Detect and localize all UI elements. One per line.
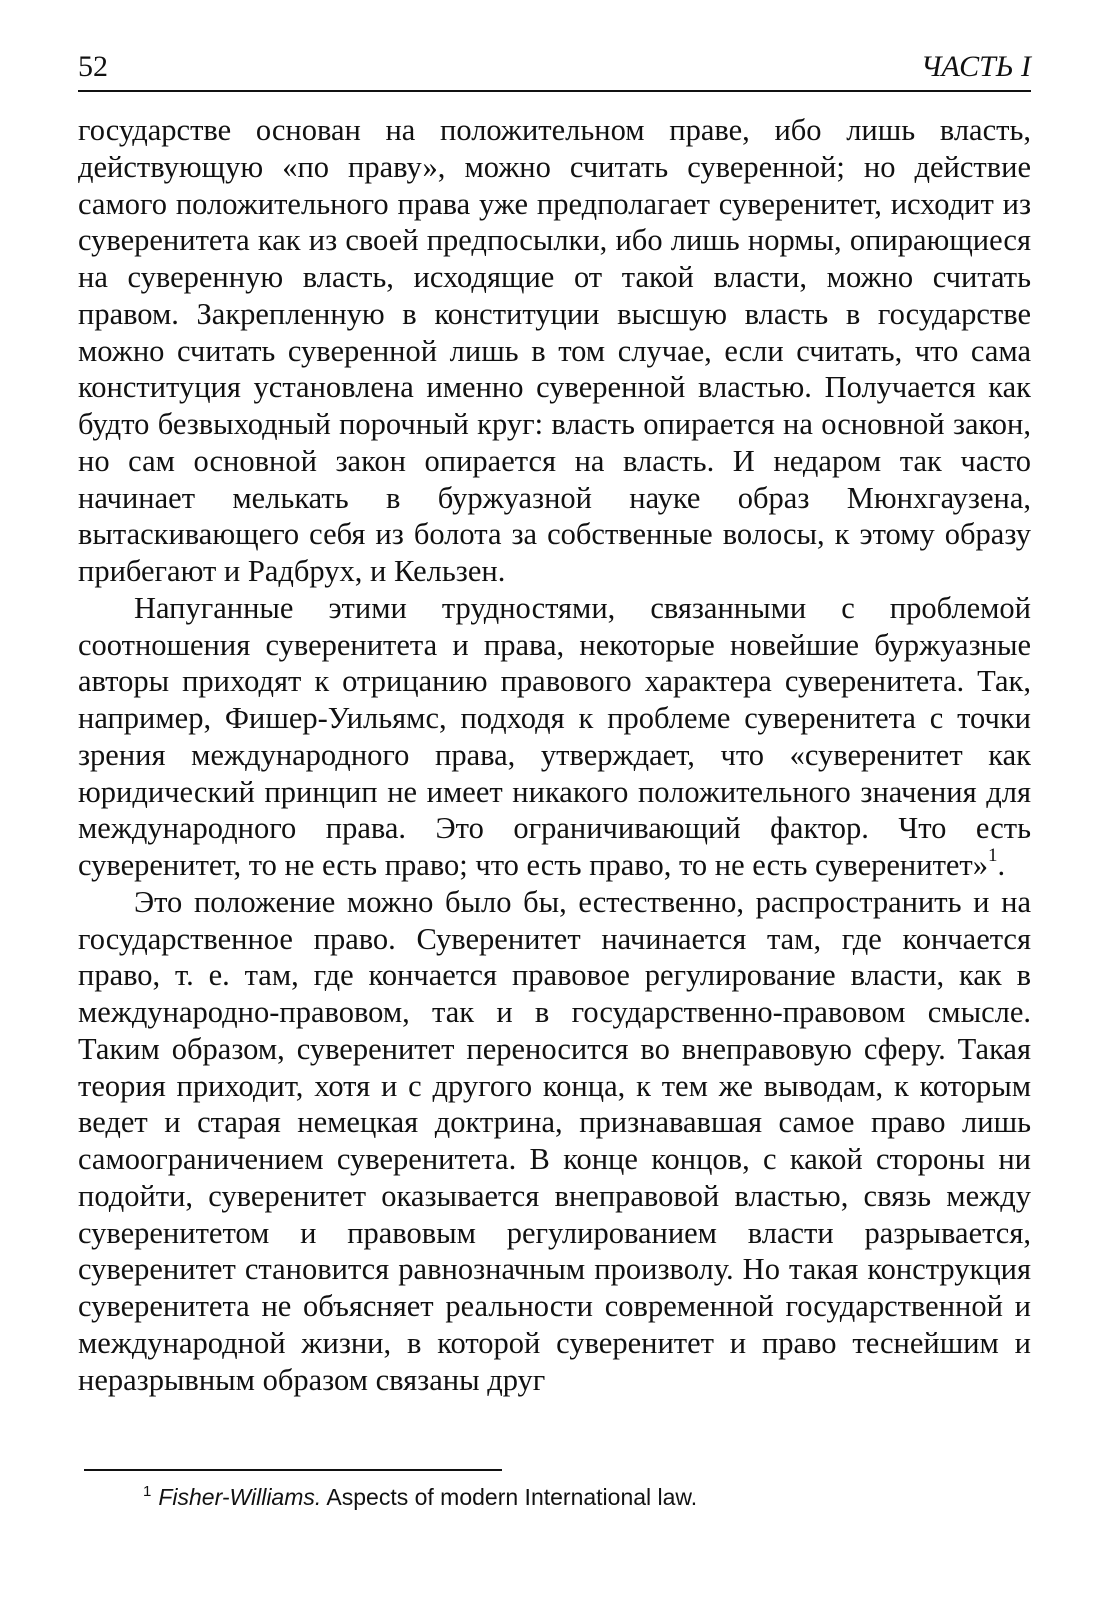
footnote-reference[interactable]: 1 xyxy=(988,844,998,866)
section-label: ЧАСТЬ I xyxy=(920,50,1031,83)
page-number: 52 xyxy=(78,50,108,83)
paragraph-2 xyxy=(78,590,1031,884)
footnote-divider xyxy=(84,1469,502,1471)
footnote xyxy=(143,1482,697,1512)
paragraph-2-text: Напуганные этими трудностями, связанными с проблемой соотношения суверенитета и права, некоторые новейшие буржуазные авторы приходят к отрицанию правового характера суверенитета. Так, например, Фишер-Уильямс, подходя к проблеме суверенитета с точки зрения международного права, утверждает, что «суверенитет как юридический принцип не имеет никакого положительного значения для международного права. Это ограничивающий фактор. Что есть суверенитет, то не есть право; что есть право, то не есть суверенитет» xyxy=(78,590,1031,882)
body-text xyxy=(78,112,1031,1398)
footnote-author: Fisher-Williams. xyxy=(158,1484,322,1510)
footnote-number: 1 xyxy=(143,1483,152,1500)
paragraph-1-text: государстве основан на положительном праве, ибо лишь власть, действующую «по праву», можно считать суверенной; но действие самого положительного права уже предполагает суверенитет, исходит из суверенитета как из своей предпосылки, ибо лишь нормы, опирающиеся на суверенную власть, исходящие от такой власти, можно считать правом. Закрепленную в конституции высшую власть в государстве можно считать суверенной лишь в том случае, если считать, что сама конституция установлена именно суверенной властью. Получается как будто безвыходный порочный круг: власть опирается на основной закон, но сам основной закон опирается на власть. И недаром так часто начинает мелькать в буржуазной науке образ Мюнхгаузена, вытаскивающего себя из болота за собственные волосы, к этому образу прибегают и Радбрух, и Кельзен. xyxy=(78,113,1031,588)
running-head xyxy=(78,46,1031,92)
footnote-title: Aspects of modern International law. xyxy=(321,1484,698,1510)
paragraph-3 xyxy=(78,884,1031,1399)
paragraph-2-end: . xyxy=(997,848,1006,882)
paragraph-1 xyxy=(78,112,1031,590)
paragraph-3-text: Это положение можно было бы, естественно, распространить и на государственное право. Суверенитет начинается там, где кончается право, т. е. там, где кончается правовое регулирование власти, как в международно-правовом, так и в государственно-правовом смысле. Таким образом, суверенитет переносится во внеправовую сферу. Такая теория приходит, хотя и с другого конца, к тем же выводам, к которым ведет и старая немецкая доктрина, признававшая самое право лишь самоограничением суверенитета. В конце концов, с какой стороны ни подойти, суверенитет оказывается внеправовой властью, связь между суверенитетом и правовым регулированием власти разрывается, суверенитет становится равнозначным произволу. Но такая конструкция суверенитета не объясняет реальности современной государственной и международной жизни, в которой суверенитет и право теснейшим и неразрывным образом связаны друг xyxy=(78,884,1031,1397)
